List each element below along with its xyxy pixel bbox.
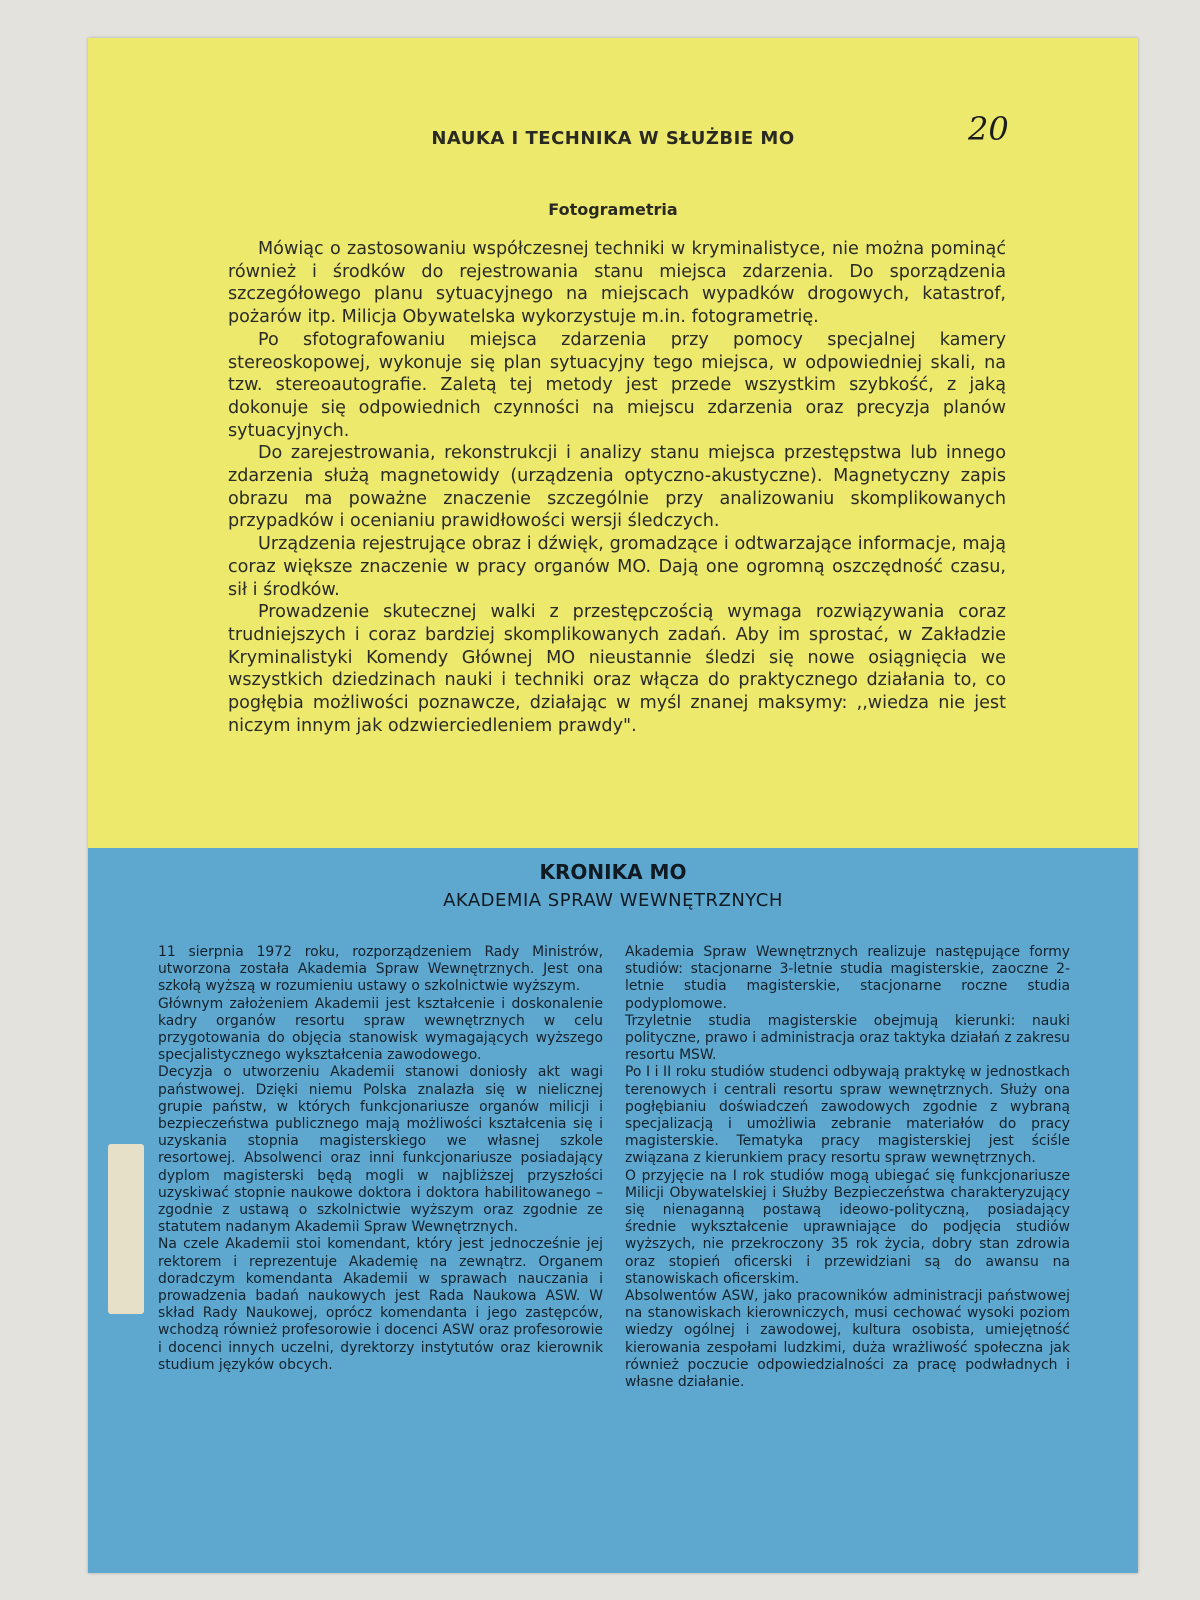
handwritten-page-number: 20 (968, 110, 1009, 148)
column-paragraph: Po I i II roku studiów studenci odbywają praktykę w jednostkach terenowych i centrali resortu spraw wewnętrznych. Służy ona pogłębianiu doświadczeń zawodowych zgodnie z wybraną specjalizacją i umożliwia zebranie materiałów do pracy magisterskie. Tematyka pracy magisterskiej jest ściśle związana z kierunkiem pracy resortu spraw wewnętrznych. (625, 1064, 1070, 1167)
worn-paper-patch (108, 1144, 144, 1314)
article-body (228, 238, 1006, 737)
column-paragraph: Decyzja o utworzeniu Akademii stanowi doniosły akt wagi państwowej. Dzięki niemu Polska znalazła się w nielicznej grupie państw, w których funkcjonariusze organów milicji i bezpieczeństwa publicznego mają możliwości kształcenia się i uzyskania stopnia magisterskiego we własnej szkole resortowej. Absolwenci oraz inni funkcjonariusze posiadający dyplom magisterski będą mogli w najbliższej przyszłości uzyskiwać stopnie naukowe doktora i doktora habilitowanego – zgodnie z ustawą o szkolnictwie wyższym oraz zgodnie ze statutem nadanym Akademii Spraw Wewnętrznych. (158, 1064, 603, 1236)
column-paragraph: Akademia Spraw Wewnętrznych realizuje następujące formy studiów: stacjonarne 3-letnie studia magisterskie, zaoczne 2-letnie studia magisterskie, stacjonarne roczne studia podyplomowe. (625, 944, 1070, 1012)
column-paragraph: Na czele Akademii stoi komendant, który jest jednocześnie jej rektorem i reprezentuje Akademię na zewnątrz. Organem doradczym komendanta Akademii w sprawach nauczania i prowadzenia badań naukowych jest Rada Naukowa ASW. W skład Rady Naukowej, oprócz komendanta i jego zastępców, wchodzą również profesorowie i docenci ASW oraz profesorowie i docenci innych uczelni, dyrektorzy instytutów oraz kierownik studium języków obcych. (158, 1236, 603, 1373)
kronika-subtitle: AKADEMIA SPRAW WEWNĘTRZNYCH (443, 890, 783, 911)
article-subtitle: Fotogrametria (548, 200, 678, 219)
column-paragraph: Głównym założeniem Akademii jest kształcenie i doskonalenie kadry organów resortu spraw wewnętrznych w celu przygotowania do objęcia stanowisk wymagających wyższego specjalistycznego wykształcenia zawodowego. (158, 995, 603, 1064)
column-paragraph: Trzyletnie studia magisterskie obejmują kierunki: nauki polityczne, prawo i administracja oraz taktyka działań z zakresu resortu MSW. (625, 1012, 1070, 1064)
article-paragraph: Prowadzenie skutecznej walki z przestępczością wymaga rozwiązywania coraz trudniejszych i coraz bardziej skomplikowanych zadań. Aby im sprostać, w Zakładzie Kryminalistyki Komendy Głównej MO nieustannie śledzi się nowe osiągnięcia we wszystkich dziedzinach nauki i techniki oraz włącza do praktycznego działania to, co pogłębia możliwości poznawcze, działając w myśl znanej maksymy: ,,wiedza nie jest niczym innym jak odzwierciedleniem prawdy". (228, 602, 1006, 736)
magazine-page (88, 38, 1138, 1573)
column-paragraph: 11 sierpnia 1972 roku, rozporządzeniem Rady Ministrów, utworzona została Akademia Spraw Wewnętrznych. Jest ona szkołą wyższą w rozumieniu ustawy o szkolnictwie wyższym. (158, 944, 603, 995)
column-paragraph: Absolwentów ASW, jako pracowników administracji państwowej na stanowiskach kierowniczych, musi cechować wysoki poziom wiedzy ogólnej i zawodowej, kultura osobista, umiejętność kierowania zespołami ludzkimi, duża wrażliwość społeczna jak również poczucie odpowiedzialności za pracę podwładnych i własne działanie. (625, 1288, 1070, 1391)
section-title: NAUKA I TECHNIKA W SŁUŻBIE MO (431, 128, 795, 149)
kronika-left-column (158, 944, 603, 1374)
column-paragraph: O przyjęcie na I rok studiów mogą ubiegać się funkcjonariusze Milicji Obywatelskiej i Służby Bezpieczeństwa charakteryzujący się nienaganną postawą ideowo-polityczną, posiadający średnie wykształcenie uprawniające do podjęcia studiów wyższych, nie przekroczony 35 rok życia, dobry stan zdrowia oraz stopień oficerski i przewidziani są do awansu na stanowiskach oficerskim. (625, 1167, 1070, 1287)
article-paragraph: Mówiąc o zastosowaniu współczesnej techniki w kryminalistyce, nie można pominąć również i środków do rejestrowania stanu miejsca zdarzenia. Do sporządzenia szczegółowego planu sytuacyjnego na miejscach wypadków drogowych, katastrof, pożarów itp. Milicja Obywatelska wykorzystuje m.in. fotogrametrię. (228, 239, 1006, 328)
kronika-title: KRONIKA MO (539, 860, 687, 884)
kronika-right-column (625, 944, 1070, 1391)
article-paragraph: Po sfotografowaniu miejsca zdarzenia przy pomocy specjalnej kamery stereoskopowej, wykonuje się plan sytuacyjny tego miejsca, w odpowiedniej skali, na tzw. stereoautografie. Zaletą tej metody jest przede wszystkim szybkość, z jaką dokonuje się odpowiednich czynności na miejscu zdarzenia oraz precyzja planów sytuacyjnych. (228, 329, 1006, 441)
article-paragraph: Urządzenia rejestrujące obraz i dźwięk, gromadzące i odtwarzające informacje, mają coraz większe znaczenie w pracy organów MO. Dają one ogromną oszczędność czasu, sił i środków. (228, 534, 1006, 600)
article-paragraph: Do zarejestrowania, rekonstrukcji i analizy stanu miejsca przestępstwa lub innego zdarzenia służą magnetowidy (urządzenia optyczno-akustyczne). Magnetyczny zapis obrazu ma poważne znaczenie szczególnie przy analizowaniu skomplikowanych przypadków i ocenianiu prawidłowości wersji śledczych. (228, 443, 1006, 532)
